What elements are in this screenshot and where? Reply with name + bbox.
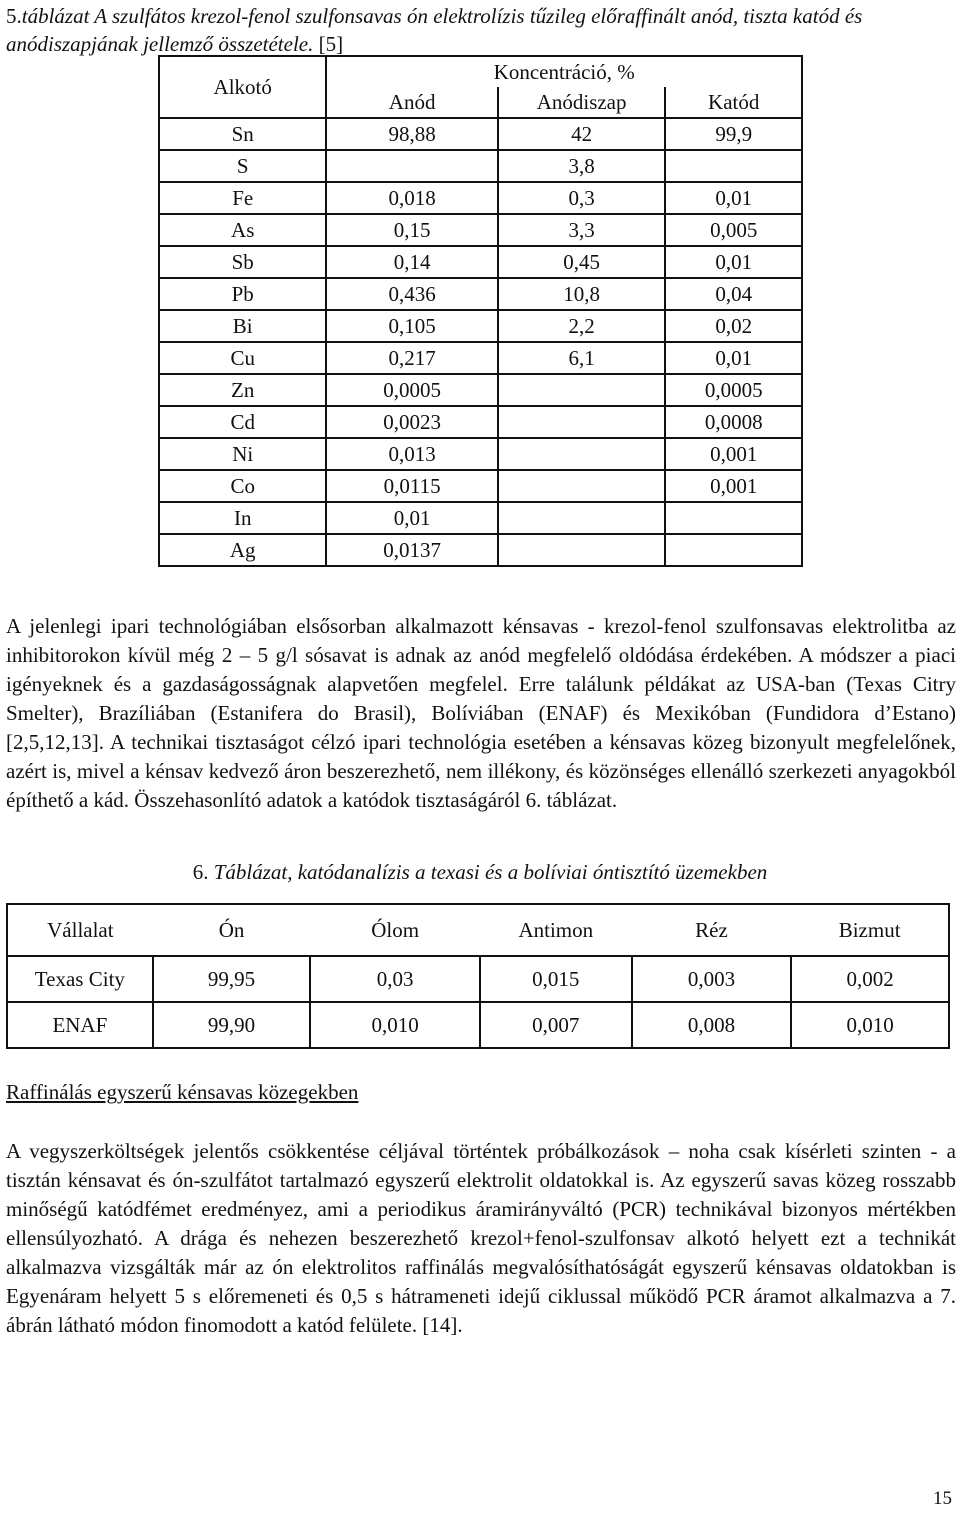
anode-sludge-cell: 3,8 xyxy=(498,150,666,182)
composition-table-row xyxy=(159,278,802,310)
header-component: Alkotó xyxy=(159,56,326,118)
value-cell: 0,03 xyxy=(310,956,480,1002)
composition-table-row xyxy=(159,118,802,150)
composition-table-row xyxy=(159,342,802,374)
anode-cell: 0,0023 xyxy=(326,406,497,438)
element-cell: Sn xyxy=(159,118,326,150)
anode-cell: 0,14 xyxy=(326,246,497,278)
element-cell: Pb xyxy=(159,278,326,310)
composition-table xyxy=(158,55,803,567)
cathode-table-header-row xyxy=(7,904,949,956)
element-cell: Zn xyxy=(159,374,326,406)
value-cell: 0,015 xyxy=(480,956,632,1002)
cathode-cell: 0,04 xyxy=(665,278,802,310)
header-anode-sludge: Anódiszap xyxy=(498,87,666,118)
cathode-cell: 0,02 xyxy=(665,310,802,342)
anode-sludge-cell xyxy=(498,374,666,406)
composition-table-row xyxy=(159,438,802,470)
cathode-table-header-cell: Vállalat xyxy=(7,904,153,956)
element-cell: Bi xyxy=(159,310,326,342)
element-cell: S xyxy=(159,150,326,182)
anode-cell xyxy=(326,150,497,182)
anode-cell: 0,105 xyxy=(326,310,497,342)
header-concentration: Koncentráció, % xyxy=(326,56,802,87)
anode-cell: 0,01 xyxy=(326,502,497,534)
table5-caption-number: 5. xyxy=(6,4,22,28)
anode-cell: 0,013 xyxy=(326,438,497,470)
value-cell: 0,002 xyxy=(791,956,949,1002)
paragraph-technology: A jelenlegi ipari technológiában elsősorban alkalmazott kénsavas - krezol-fenol szulfonsavas elektrolitba az inhibitorokon kívül még 2 – 5 g/l sósavat is adnak az anód megfelelő oldódása érdekében. A módszer a piaci igényeknek és a gazdaságosságnak alapvetően megfelel. Erre találunk példákat az USA-ban (Texas Citry Smelter), Brazíliában (Estanifera do Brasil), Bolíviában (ENAF) és Mexikóban (Fundidora d’Estano) [2,5,12,13]. A technikai tisztaságot célzó ipari technológia esetében a kénsavas közeg bizonyult megfelelőnek, azért is, mivel a kénsav kedvező áron beszerezhető, nem illékony, és közönséges ellenálló szerkezeti anyagokból építhető a kád. Összehasonlító adatok a katódok tisztaságáról 6. táblázat. xyxy=(6,614,956,812)
element-cell: As xyxy=(159,214,326,246)
paragraph-simple-acid: A vegyszerköltségek jelentős csökkentése céljával történtek próbálkozások – noha csak kísérleti szinten - a tisztán kénsavat és ón-szulfátot tartalmazó egyszerű elektrolit oldatokkal is. Az egyszerű savas közeg rosszabb minőségű katódfémet eredményez, ami a periodikus áramirányváltó (PCR) technikával bizonyos mértékben ellensúlyozható. A drága és nehezen beszerezhető krezol+fenol-szulfonsav alkotó helyett ezt a technikát alkalmazva vizsgálták már az ón elektrolitos raffinálás megvalósíthatóságát egyszerű kénsavas oldatokban is Egyenáram helyett 5 s előremeneti és 0,5 s hátrameneti idejű ciklussal működő PCR áramot alkalmazva a 7. ábrán látható módon finomodott a katód felülete. [14]. xyxy=(6,1139,956,1337)
composition-table-row xyxy=(159,310,802,342)
anode-cell: 0,0137 xyxy=(326,534,497,566)
element-cell: Fe xyxy=(159,182,326,214)
anode-cell: 0,217 xyxy=(326,342,497,374)
section-heading: Raffinálás egyszerű kénsavas közegekben xyxy=(6,1080,359,1104)
cathode-cell: 0,001 xyxy=(665,438,802,470)
cathode-cell xyxy=(665,534,802,566)
anode-sludge-cell: 10,8 xyxy=(498,278,666,310)
composition-table-row xyxy=(159,150,802,182)
cathode-cell: 0,01 xyxy=(665,182,802,214)
cathode-table-header-cell: Réz xyxy=(632,904,792,956)
header-cathode: Katód xyxy=(665,87,802,118)
composition-table-row xyxy=(159,246,802,278)
anode-sludge-cell xyxy=(498,534,666,566)
anode-cell: 0,0115 xyxy=(326,470,497,502)
value-cell: 0,007 xyxy=(480,1002,632,1048)
value-cell: 0,008 xyxy=(632,1002,792,1048)
composition-table-header-row xyxy=(159,56,802,87)
composition-table-row xyxy=(159,502,802,534)
anode-cell: 0,15 xyxy=(326,214,497,246)
element-cell: Cu xyxy=(159,342,326,374)
element-cell: Cd xyxy=(159,406,326,438)
composition-table-row xyxy=(159,374,802,406)
element-cell: Ni xyxy=(159,438,326,470)
anode-sludge-cell: 0,3 xyxy=(498,182,666,214)
value-cell: 0,010 xyxy=(791,1002,949,1048)
anode-sludge-cell: 3,3 xyxy=(498,214,666,246)
cathode-cell xyxy=(665,502,802,534)
page-number: 15 xyxy=(933,1488,952,1509)
anode-sludge-cell: 42 xyxy=(498,118,666,150)
composition-table-row xyxy=(159,214,802,246)
anode-sludge-cell xyxy=(498,470,666,502)
element-cell: Sb xyxy=(159,246,326,278)
value-cell: 99,90 xyxy=(153,1002,311,1048)
company-cell: ENAF xyxy=(7,1002,153,1048)
cathode-cell: 0,01 xyxy=(665,342,802,374)
anode-sludge-cell xyxy=(498,406,666,438)
cathode-table-row xyxy=(7,1002,949,1048)
composition-table-row xyxy=(159,534,802,566)
cathode-cell: 0,01 xyxy=(665,246,802,278)
composition-table-row xyxy=(159,470,802,502)
table5-caption xyxy=(6,2,956,58)
table6-caption-text: Táblázat, katódanalízis a texasi és a bolíviai óntisztító üzemekben xyxy=(213,860,768,884)
cathode-table-header-cell: Ólom xyxy=(310,904,480,956)
value-cell: 0,010 xyxy=(310,1002,480,1048)
anode-cell: 0,0005 xyxy=(326,374,497,406)
anode-cell: 0,018 xyxy=(326,182,497,214)
element-cell: Co xyxy=(159,470,326,502)
value-cell: 99,95 xyxy=(153,956,311,1002)
cathode-analysis-table xyxy=(6,903,950,1049)
cathode-cell: 99,9 xyxy=(665,118,802,150)
value-cell: 0,003 xyxy=(632,956,792,1002)
cathode-cell: 0,005 xyxy=(665,214,802,246)
cathode-table-header-cell: Ón xyxy=(153,904,311,956)
composition-table-row xyxy=(159,182,802,214)
anode-sludge-cell: 2,2 xyxy=(498,310,666,342)
anode-cell: 0,436 xyxy=(326,278,497,310)
cathode-table-row xyxy=(7,956,949,1002)
cathode-cell: 0,0008 xyxy=(665,406,802,438)
anode-sludge-cell: 6,1 xyxy=(498,342,666,374)
table5-caption-reference: [5] xyxy=(318,32,344,56)
anode-sludge-cell xyxy=(498,438,666,470)
header-anode: Anód xyxy=(326,87,497,118)
cathode-cell xyxy=(665,150,802,182)
company-cell: Texas City xyxy=(7,956,153,1002)
cathode-cell: 0,0005 xyxy=(665,374,802,406)
element-cell: Ag xyxy=(159,534,326,566)
table5-caption-text: táblázat A szulfátos krezol-fenol szulfonsavas ón elektrolízis tűzileg előraffinált anód, tiszta katód és anódiszapjának jellemző összetétele. xyxy=(6,4,863,56)
table6-caption-number: 6. xyxy=(192,860,209,884)
anode-sludge-cell xyxy=(498,502,666,534)
element-cell: In xyxy=(159,502,326,534)
cathode-table-header-cell: Antimon xyxy=(480,904,632,956)
anode-cell: 98,88 xyxy=(326,118,497,150)
cathode-cell: 0,001 xyxy=(665,470,802,502)
cathode-table-header-cell: Bizmut xyxy=(791,904,949,956)
anode-sludge-cell: 0,45 xyxy=(498,246,666,278)
composition-table-row xyxy=(159,406,802,438)
table6-caption xyxy=(0,858,960,886)
